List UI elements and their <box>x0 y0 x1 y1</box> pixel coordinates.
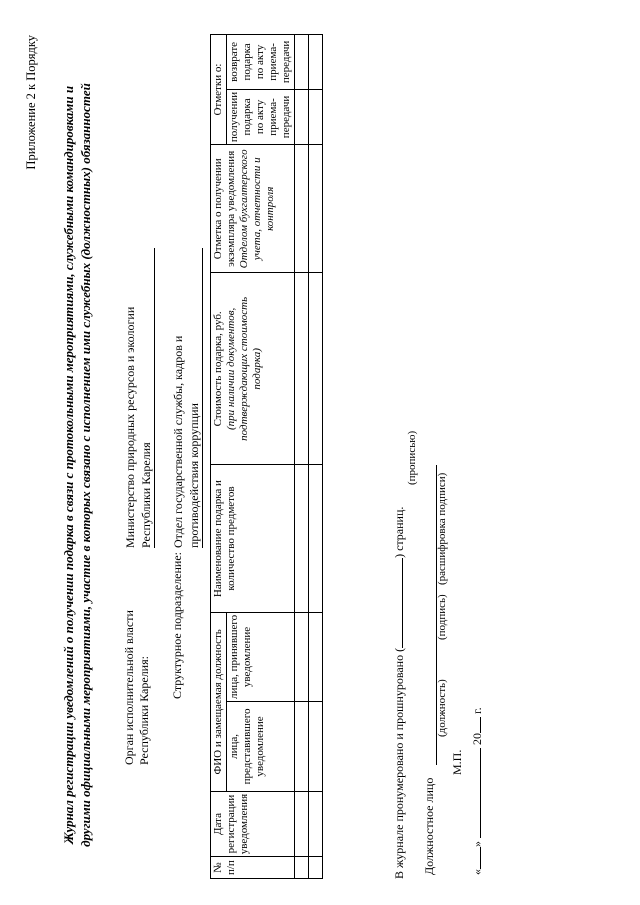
header-number: № п/п <box>211 857 295 879</box>
header-receipt-dept: Отделом бухгалтерского учета, отчетности и контроля <box>238 149 276 269</box>
table-row <box>309 35 323 879</box>
official-label: Должностное лицо <box>422 777 436 875</box>
page-title: Журнал регистрации уведомлений о получении подарка в связи с протокольными мероприятиями, служебными командировками и другими официальными мероприятиями, участие в которых связано с исполнением ими служебных (должностных) обязанностей <box>61 83 93 847</box>
date-open: « <box>470 869 484 875</box>
header-date: Дата регистрации уведомления <box>211 791 295 856</box>
unit-value: Отдел государственной службы, кадров и противодействия коррупции <box>170 248 203 548</box>
header-gift-name: Наименование подарка и количество предметов <box>211 465 295 613</box>
stamp-label: М.П. <box>450 749 464 775</box>
organ-value: Министерство природных ресурсов и экологии Республики Карелия <box>122 248 155 548</box>
numbered-suffix: ) страниц. <box>392 506 406 558</box>
header-fio: ФИО и замещаемая должность <box>211 612 227 791</box>
header-marks: Отметки о: <box>211 35 227 145</box>
header-cost <box>211 273 295 465</box>
position-hint: (должность) <box>436 679 448 737</box>
date-line <box>470 707 485 875</box>
year-blank[interactable] <box>480 717 481 733</box>
appendix-note: Приложение 2 к Порядку <box>24 35 38 170</box>
header-receipt <box>211 145 295 273</box>
header-fio-submitter: лица, представившего уведомление <box>227 702 295 792</box>
header-fio-receiver: лица, принявшего уведомление <box>227 612 295 701</box>
header-marks-received: получении подарка по акту приема-передачи <box>227 89 295 144</box>
official-blank[interactable] <box>422 465 437 765</box>
year-prefix: 20 <box>470 733 484 745</box>
header-cost-main: Стоимость подарка, руб. <box>212 311 224 427</box>
numbered-statement <box>392 507 407 879</box>
organ-label: Орган исполнительной власти Республики Карелия: <box>122 610 151 765</box>
date-close: » <box>470 841 484 847</box>
decode-hint: (расшифровка подписи) <box>436 472 448 585</box>
day-blank[interactable] <box>480 847 481 869</box>
header-marks-returned: возврате подарка по акту приема-передачи <box>227 35 295 90</box>
pages-count-blank[interactable] <box>402 558 403 648</box>
numbered-prefix: В журнале пронумеровано и прошнуровано ( <box>392 647 406 879</box>
year-suffix: г. <box>470 707 484 714</box>
in-words-hint: (прописью) <box>406 430 418 485</box>
signature-hint: (подпись) <box>436 594 448 640</box>
table-row <box>295 35 309 879</box>
header-receipt-main: Отметка о получении экземпляра уведомления <box>212 150 237 267</box>
header-cost-note: (при наличии документов, подтверждающих стоимость подарка) <box>225 296 263 441</box>
journal-table <box>210 34 323 879</box>
unit-label: Структурное подразделение: <box>170 551 184 699</box>
month-blank[interactable] <box>480 748 481 838</box>
